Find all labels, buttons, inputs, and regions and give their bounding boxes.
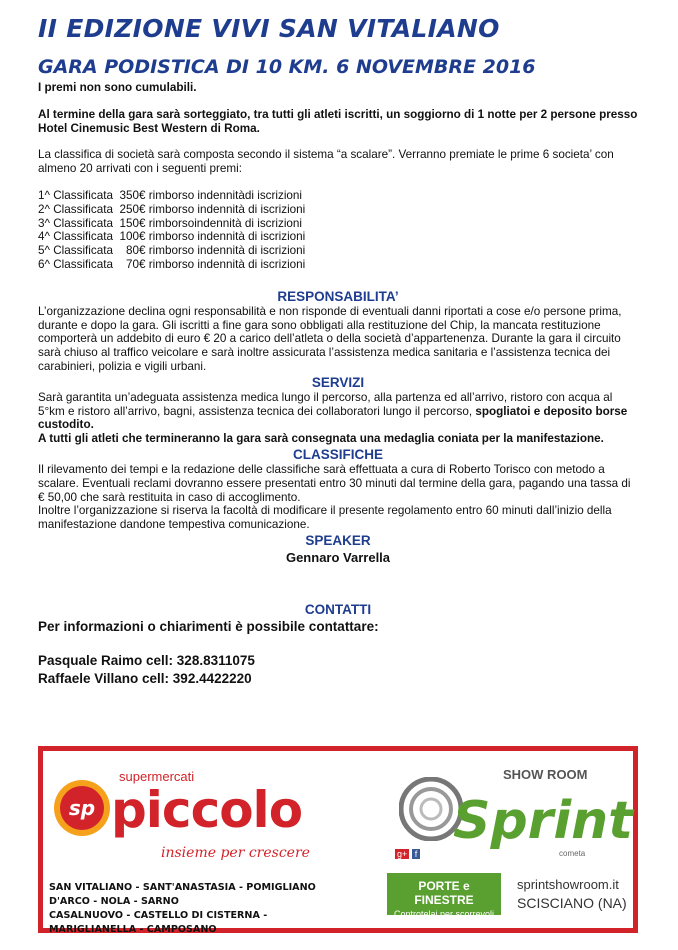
prize-list <box>38 189 638 272</box>
responsabilita-heading: RESPONSABILITA’ <box>277 288 399 304</box>
medal-note: A tutti gli atleti che termineranno la gara sarà consegnata una medaglia coniata per la manifestazione. <box>38 432 604 446</box>
googleplus-icon: g+ <box>397 849 408 859</box>
towns-line-1: SAN VITALIANO - SANT'ANASTASIA - POMIGLIANO D'ARCO - NOLA - SARNO <box>49 882 316 907</box>
speaker-name: Gennaro Varrella <box>285 549 391 565</box>
prize-item: 2^ Classificata 250€ rimborso indennità di iscrizioni <box>38 202 306 216</box>
show-room-label: SHOW ROOM <box>503 767 588 782</box>
classifiche-heading: CLASSIFICHE <box>292 446 383 462</box>
cometa-label: cometa <box>559 849 586 858</box>
contatti-heading: CONTATTI <box>304 601 372 617</box>
piccolo-towns <box>49 881 345 937</box>
sprint-ad <box>391 757 634 925</box>
servizi-text-main: Sarà garantita un’adeguata assistenza medica lungo il percorso, alla partenza ed all’arrivo, ristoro con acqua al 5°km e ristoro all’arrivo, bagni, assistenza tecnica dei collaboratori lungo il percorso, <box>38 390 613 418</box>
porte-label: PORTE e FINESTRE <box>414 879 474 907</box>
prize-item: 5^ Classificata 80€ rimborso indennità di iscrizioni <box>38 244 306 258</box>
towns-line-2: CASALNUOVO - CASTELLO DI CISTERNA - MARIGLIANELLA - CAMPOSANO <box>49 910 268 935</box>
raffle-note: Al termine della gara sarà sorteggiato, tra tutti gli atleti iscritti, un soggiorno di 1 notte per 2 persone presso Hotel Cinemusic Best Western di Roma. <box>38 107 638 135</box>
facebook-icon: f <box>412 849 421 859</box>
porte-finestre-box <box>387 873 501 919</box>
sponsor-banner <box>38 746 638 933</box>
regulation-body <box>38 81 638 688</box>
speaker-heading: SPEAKER <box>305 532 371 548</box>
not-cumulable-note: I premi non sono cumulabili. <box>38 81 197 94</box>
piccolo-logo-icon <box>53 779 111 837</box>
prize-item: 3^ Classificata 150€ rimborsoindennità di iscrizioni <box>38 216 303 230</box>
svg-text:sp: sp <box>68 796 96 820</box>
sprint-website: sprintshowroom.it <box>517 877 619 892</box>
servizi-heading: SERVIZI <box>311 374 365 390</box>
piccolo-slogan: insieme per crescere <box>161 845 310 861</box>
sprint-city: SCISCIANO (NA) <box>517 895 627 911</box>
page-title: II EDIZIONE VIVI SAN VITALIANO <box>38 14 500 43</box>
supermercati-label: supermercati <box>119 769 195 784</box>
sprint-brand: Sprint <box>453 791 634 851</box>
ranking-intro: La classifica di società sarà composta secondo il sistema “a scalare”. Verranno premiate le prime 6 societa’ con almeno 20 arrivati con i seguenti premi: <box>38 148 614 176</box>
page-subtitle: GARA PODISTICA DI 10 KM. 6 NOVEMBRE 2016 <box>38 56 536 78</box>
classifiche-text-2: Inoltre l’organizzazione si riserva la facoltà di modificare il presente regolamento entro 60 minuti dall’inizio della manifestazione dandone tempestiva comunicazione. <box>38 504 612 532</box>
contact-person: Pasquale Raimo cell: 328.8311075 <box>38 652 255 668</box>
social-icons <box>395 849 420 859</box>
prize-item: 6^ Classificata 70€ rimborso indennità di iscrizioni <box>38 257 306 271</box>
piccolo-ad <box>49 757 345 935</box>
prize-item: 4^ Classificata 100€ rimborso indennità di iscrizioni <box>38 230 306 244</box>
contact-person: Raffaele Villano cell: 392.4422220 <box>38 670 252 686</box>
prize-item: 1^ Classificata 350€ rimborso indennitàdi iscrizioni <box>38 188 303 202</box>
controtelai-label: Controtelai per scorrevoli <box>393 909 495 919</box>
servizi-text-bold: spogliatoi e deposito borse custodito. <box>38 404 628 432</box>
contatti-intro: Per informazioni o chiarimenti è possibile contattare: <box>38 618 379 634</box>
piccolo-brand: piccolo <box>111 781 303 839</box>
servizi-text <box>38 391 638 432</box>
responsabilita-text: L’organizzazione declina ogni responsabilità e non risponde di eventuali danni riportati a cose e/o persone prima, durante e dopo la gara. Gli iscritti a fine gara sono obbligati alla restituzione del Chip, la mancata restituzione comporterà un addebito di euro € 20 a carico dell’atleta o della società d’appartenenza. Durante la gara il circuito sarà chiuso al traffico veicolare e sarà inoltre assicurata l’assistenza medica sanitaria e l’assistenza tecnica dei carabinieri, polizia e vigili urbani. <box>38 304 622 373</box>
classifiche-text: Il rilevamento dei tempi e la redazione delle classifiche sarà effettuata a cura di Roberto Torisco con metodo a scalare. Eventuali reclami dovranno essere presentati entro 30 minuti dal termine della gara, pagando una tassa di € 50,00 che sarà restituita in caso di accoglimento. <box>38 462 631 504</box>
